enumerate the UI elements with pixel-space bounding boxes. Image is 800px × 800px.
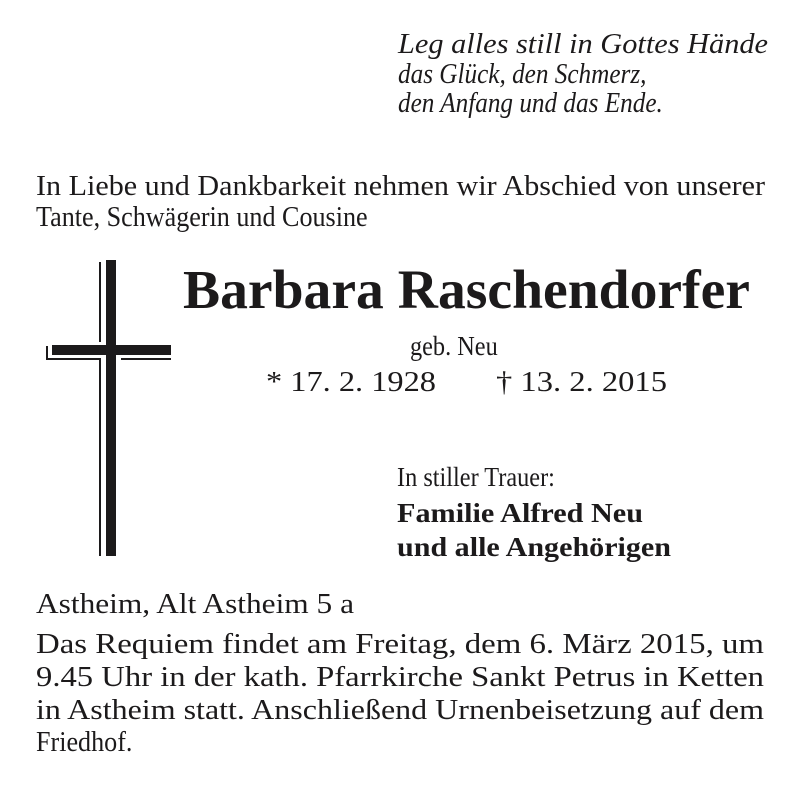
- birth-date: * 17. 2. 1928: [266, 366, 437, 398]
- address: Astheim, Alt Astheim 5 a: [36, 588, 354, 620]
- mourners-line: Familie Alfred Neu: [397, 498, 643, 528]
- mourners-label: In stiller Trauer:: [397, 462, 555, 492]
- intro-line: In Liebe und Dankbarkeit nehmen wir Abschied von unserer: [36, 170, 765, 202]
- verse-line: den Anfang und das Ende.: [398, 88, 663, 119]
- deceased-name: Barbara Raschendorfer: [183, 259, 751, 320]
- service-line: Friedhof.: [36, 726, 133, 758]
- maiden-name: geb. Neu: [410, 331, 498, 361]
- verse-line: das Glück, den Schmerz,: [398, 59, 647, 90]
- service-line: in Astheim statt. Anschließend Urnenbeisetzung auf dem: [36, 694, 765, 726]
- mourners-line: und alle Angehörigen: [397, 532, 671, 562]
- death-date: † 13. 2. 2015: [496, 366, 668, 398]
- intro-line: Tante, Schwägerin und Cousine: [36, 201, 368, 233]
- service-line: 9.45 Uhr in der kath. Pfarrkirche Sankt Petrus in Ketten: [36, 661, 765, 693]
- verse-line: Leg alles still in Gottes Hände: [398, 29, 769, 60]
- service-line: Das Requiem findet am Freitag, dem 6. März 2015, um: [36, 628, 764, 660]
